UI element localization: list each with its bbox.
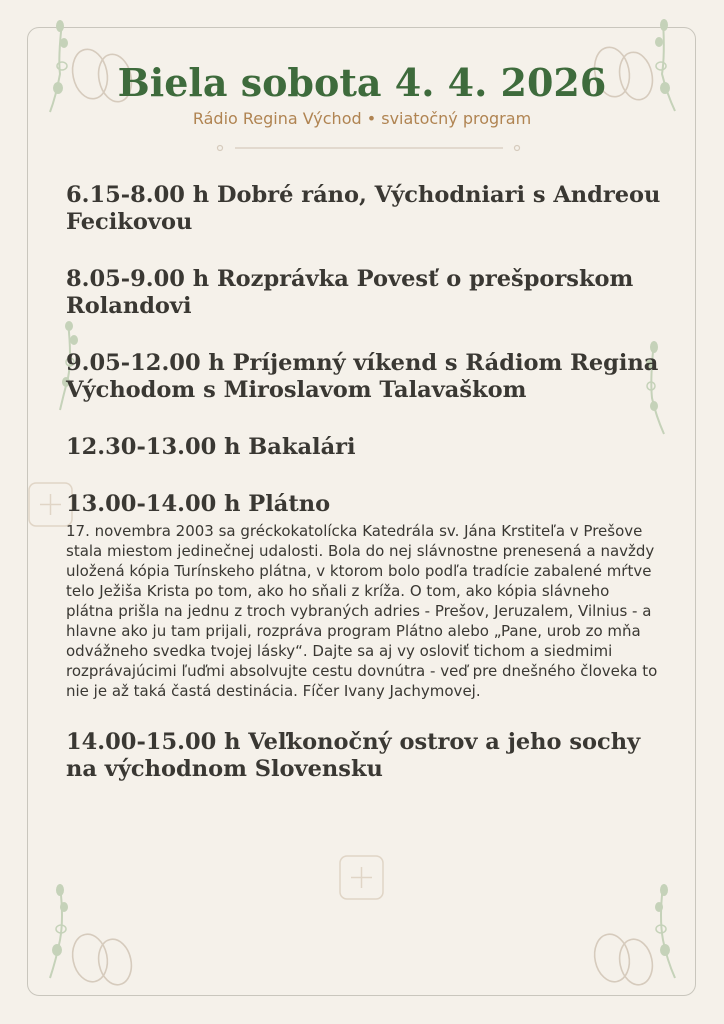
program-item-description: 17. novembra 2003 sa gréckokatolícka Katedrála sv. Jána Krstiteľa v Prešove stala miestom jedinečnej udalosti. Bola do nej slávnostne prenesená a navždy uložená kópia Turínskeho plátna, v ktorom bolo podľa tradície zabalené mŕtve telo Ježiša Krista po tom, ako ho sňali z kríža. O tom, ako kópia slávneho plátna prišla na jednu z troch vybraných adries - Prešov, Jeruzalem, Vilnius - a hlavne ako ju tam prijali, rozpráva program Plátno alebo „Pane, urob zo mňa odvážneho svedka tvojej lásky“. Dajte sa aj vy osloviť tichom a siedmimi rozprávajúcimi ľuďmi absolvujte cestu dovnútra - veď pre dnešného človeka to nie je až taká častá destinácia. Fíčer Ivany Jachymovej. xyxy=(66,522,658,700)
program-item-title: 6.15-8.00 h Dobré ráno, Východniari s Andreou Fecikovou xyxy=(66,182,661,235)
program-item-title: 14.00-15.00 h Veľkonočný ostrov a jeho sochy na východnom Slovensku xyxy=(66,729,641,782)
program-item-title: 9.05-12.00 h Príjemný víkend s Rádiom Regina Východom s Miroslavom Talavaškom xyxy=(66,350,659,403)
plus-square-icon xyxy=(339,855,385,901)
ring-pair-icon xyxy=(70,928,140,990)
program-item xyxy=(66,729,666,783)
program-item xyxy=(66,491,666,701)
page-title: Biela sobota 4. 4. 2026 xyxy=(117,60,607,105)
program-item xyxy=(66,266,666,320)
program-list xyxy=(66,182,666,783)
program-item xyxy=(66,350,666,404)
program-item xyxy=(66,182,666,236)
leaf-sprig-icon xyxy=(645,882,685,982)
page-subtitle: Rádio Regina Východ • sviatočný program xyxy=(192,109,532,128)
program-item xyxy=(66,434,666,461)
program-item-title: 8.05-9.00 h Rozprávka Povesť o prešporskom Rolandovi xyxy=(66,266,634,319)
program-item-title: 12.30-13.00 h Bakalári xyxy=(66,434,356,460)
program-item-title: 13.00-14.00 h Plátno xyxy=(66,491,331,517)
divider xyxy=(215,142,525,154)
